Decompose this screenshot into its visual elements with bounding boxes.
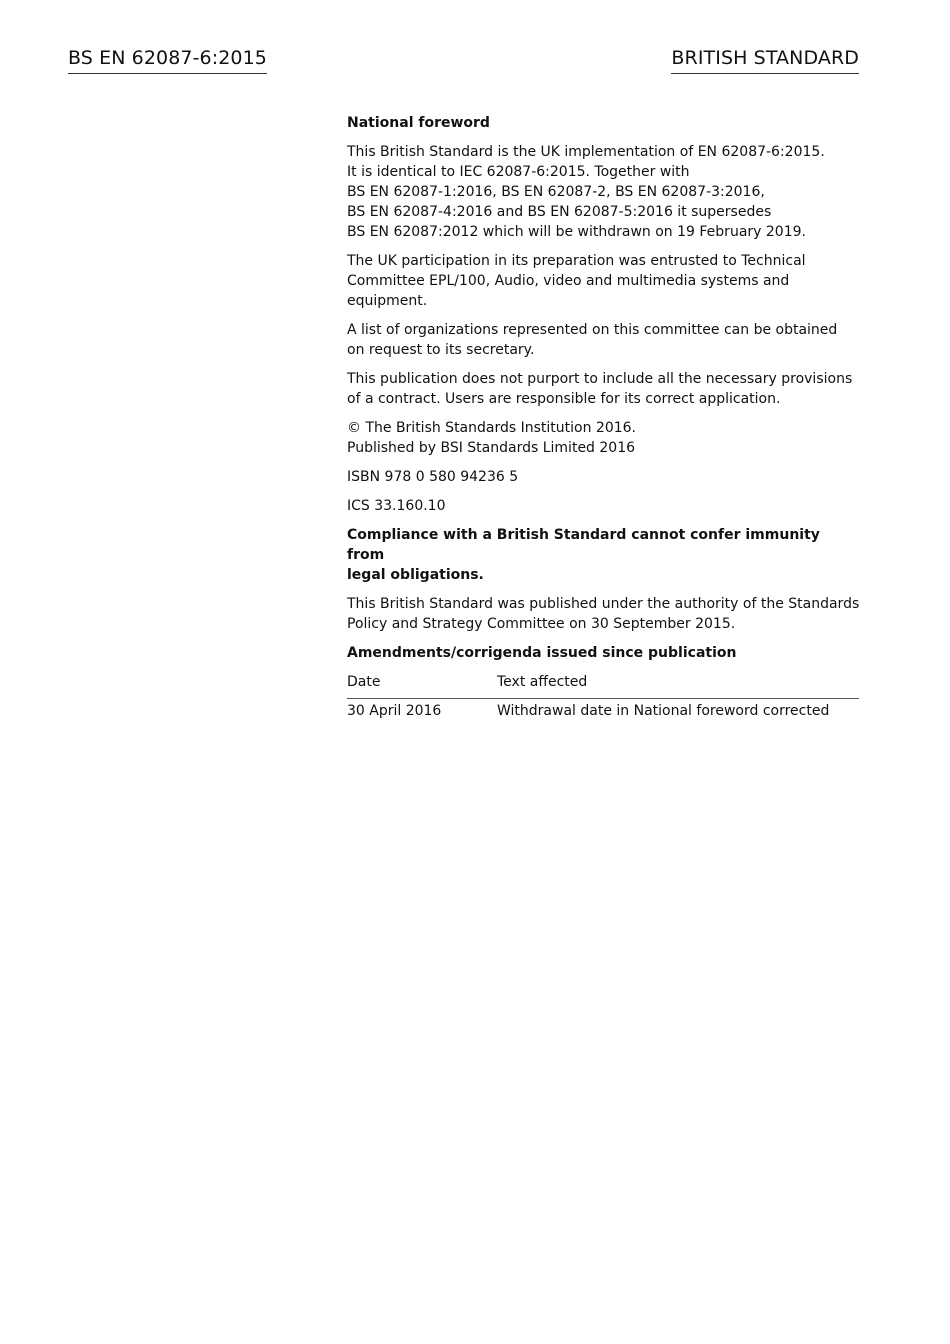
authority-paragraph (347, 594, 861, 634)
document-number: BS EN 62087-6:2015 (68, 46, 267, 74)
compliance-statement (347, 525, 861, 585)
text-line: The UK participation in its preparation was entrusted to Technical (347, 253, 806, 269)
text-line: BS EN 62087:2012 which will be withdrawn on 19 February 2019. (347, 224, 806, 240)
text-line: Published by BSI Standards Limited 2016 (347, 440, 636, 456)
text-line: BS EN 62087-1:2016, BS EN 62087-2, BS EN 62087-3:2016, (347, 184, 765, 200)
document-type: BRITISH STANDARD (671, 46, 859, 74)
organizations-paragraph (347, 320, 861, 360)
text-line: This British Standard is the UK implementation of EN 62087-6:2015. (347, 144, 825, 160)
amendments-table (347, 672, 859, 721)
text-line: © The British Standards Institution 2016. (347, 420, 637, 436)
table-row (347, 699, 859, 722)
text-line: legal obligations. (347, 567, 484, 583)
amendments-title: Amendments/corrigenda issued since publication (347, 645, 737, 661)
committee-paragraph (347, 251, 861, 311)
text-line: This British Standard was published under the authority of the Standards (347, 596, 860, 612)
foreword-title: National foreword (347, 115, 490, 131)
text-line: Compliance with a British Standard cannot confer immunity from (347, 527, 820, 563)
copyright-paragraph (347, 418, 861, 458)
column-header-date: Date (347, 672, 497, 699)
table-header-row (347, 672, 859, 699)
text-line: Committee EPL/100, Audio, video and multimedia systems and equipment. (347, 273, 790, 309)
provisions-paragraph (347, 369, 861, 409)
text-line: of a contract. Users are responsible for its correct application. (347, 391, 781, 407)
amendment-date: 30 April 2016 (347, 703, 442, 719)
column-header-text-affected: Text affected (497, 672, 859, 699)
text-line: A list of organizations represented on this committee can be obtained (347, 322, 838, 338)
implementation-paragraph (347, 142, 861, 242)
amendment-text: Withdrawal date in National foreword corrected (497, 703, 830, 719)
text-line: Policy and Strategy Committee on 30 September 2015. (347, 616, 736, 632)
ics: ICS 33.160.10 (347, 498, 446, 514)
isbn: ISBN 978 0 580 94236 5 (347, 469, 519, 485)
text-line: It is identical to IEC 62087-6:2015. Together with (347, 164, 690, 180)
national-foreword-section (347, 113, 861, 721)
text-line: This publication does not purport to include all the necessary provisions (347, 371, 853, 387)
text-line: on request to its secretary. (347, 342, 535, 358)
text-line: BS EN 62087-4:2016 and BS EN 62087-5:2016 it supersedes (347, 204, 772, 220)
